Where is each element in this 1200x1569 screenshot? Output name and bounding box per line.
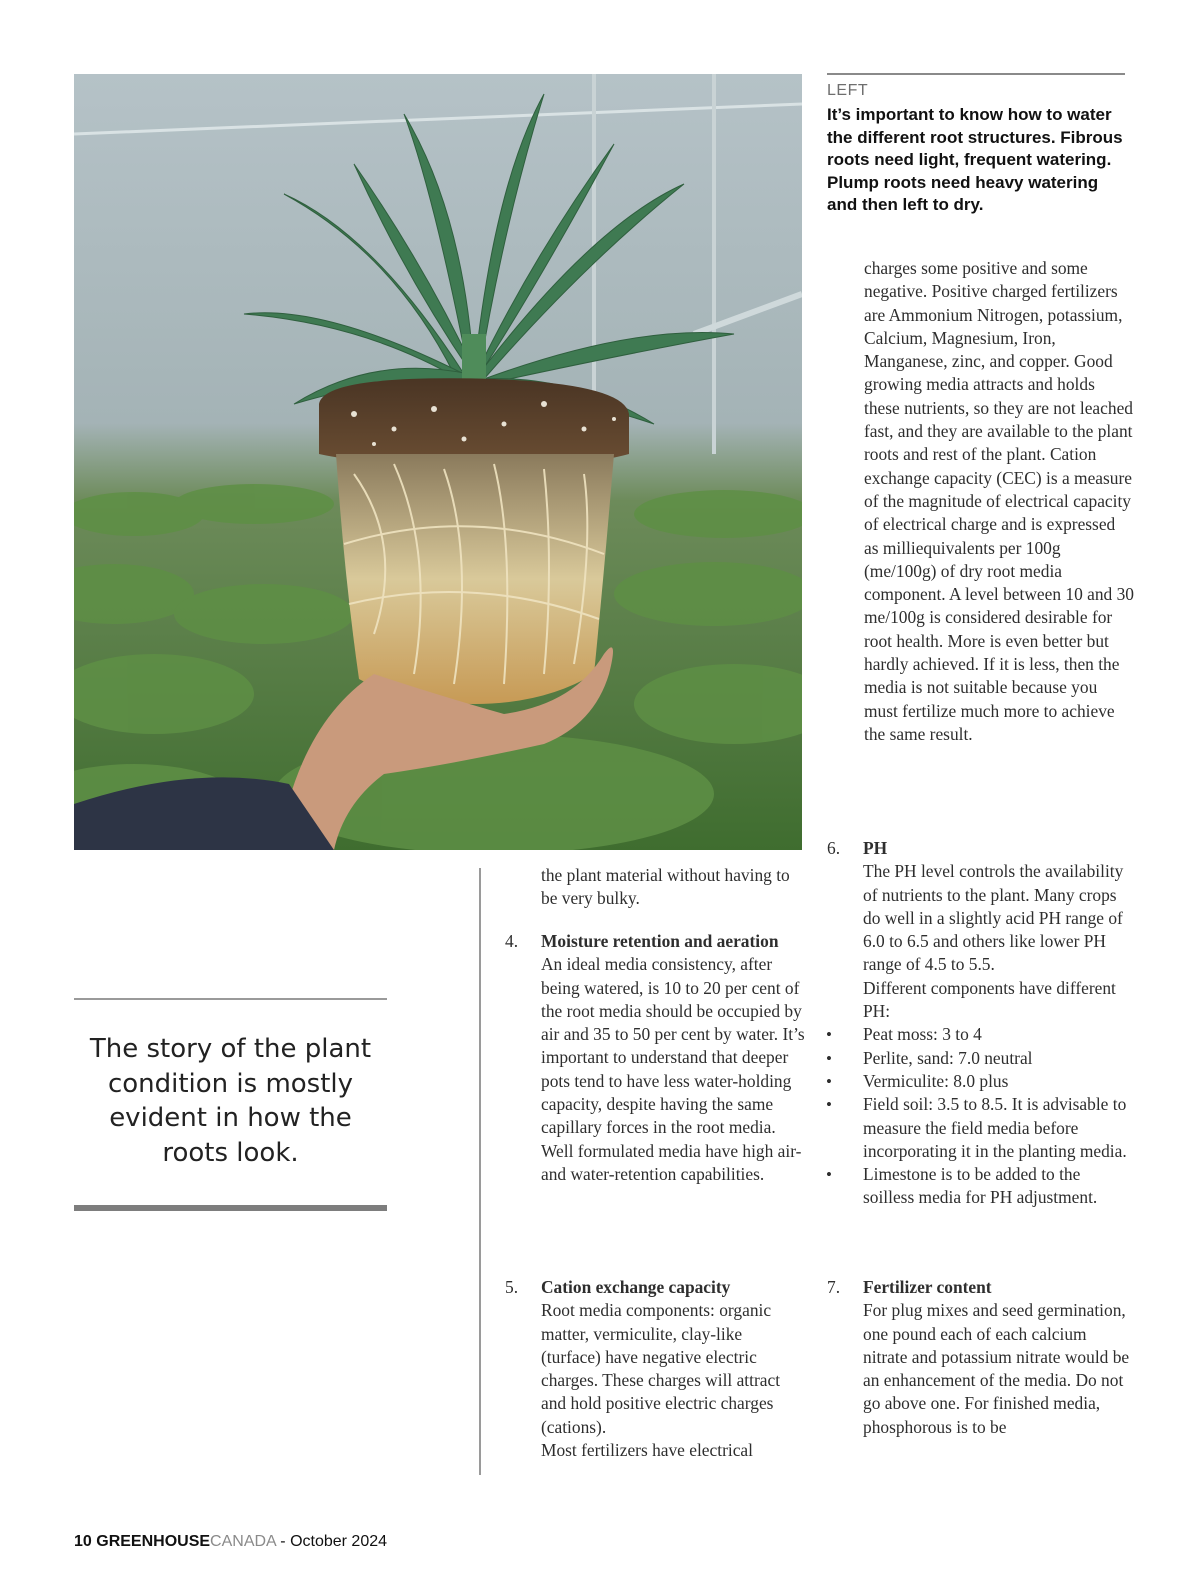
list-body: For plug mixes and seed germination, one pound each of each calcium nitrate and potassium nitrate would be an enhancement of the media. Do not go above one. For finished media, phosphorous is to be [863, 1300, 1130, 1437]
pull-quote: The story of the plant condition is mostly evident in how the roots look. [89, 1034, 372, 1168]
bullet-item: • Perlite, sand: 7.0 neutral [863, 1047, 1132, 1070]
list-number: 5. [505, 1277, 519, 1297]
caption-text: It’s important to know how to water the different root structures. Fibrous roots need light, frequent watering. Plump roots need heavy watering and then left to dry. [827, 105, 1123, 214]
page-footer [74, 1533, 387, 1551]
list-number: 4. [505, 931, 519, 951]
list-heading: Cation exchange capacity [541, 1277, 731, 1297]
list-item-4 [505, 930, 805, 1186]
bullet-icon: • [826, 1071, 832, 1091]
caption-rule [827, 73, 1125, 75]
bullet-icon: • [826, 1025, 832, 1045]
bullet-icon: • [826, 1095, 832, 1115]
list-body: The PH level controls the availability of nutrients to the plant. Many crops do well in a slightly acid PH range of 6.0 to 6.5 and others like lower PH range of 4.5 to 5.5. [863, 861, 1124, 975]
bullet-item: • Vermiculite: 8.0 plus [863, 1070, 1132, 1093]
list-number: 7. [827, 1277, 841, 1297]
issue-date: - October 2024 [280, 1533, 388, 1550]
bullet-item: • Limestone is to be added to the soilless media for PH adjustment. [826, 1164, 1098, 1208]
body-text-continued: charges some positive and some negative. Positive charged fertilizers are Ammonium Nitrogen, potassium, Calcium, Magnesium, Iron, Manganese, zinc, and copper. Good growing media attracts and holds these nutrients, so they are not leached fast, and they are available to the plant roots and rest of the plant. Cation exchange capacity (CEC) is a measure of the magnitude of electrical capacity of electrical charge and is expressed as milliequivalents per 100g (me/100g) of dry root media component. A level between 10 and 30 me/100g is considered desirable for root health. More is even better but hardly achieved. If it is less, then the media is not suitable because you must fertilize much more to achieve the same result. [864, 258, 1134, 744]
body-text-intro: the plant material without having to be very bulky. [541, 865, 790, 909]
list-body: An ideal media consistency, after being watered, is 10 to 20 per cent of the root media should be occupied by air and 35 to 50 per cent by water. It’s important to understand that deeper pots tend to have less water-holding capacity, despite having the same capillary forces in the root media. Well formulated media have high air- and water-retention capabilities. [541, 954, 805, 1184]
list-heading: Fertilizer content [863, 1277, 992, 1297]
publication-name: GREENHOUSE [96, 1533, 211, 1550]
bullet-item: • Peat moss: 3 to 4 [863, 1023, 1132, 1046]
list-heading: PH [863, 838, 888, 858]
pull-quote-top-rule [74, 998, 387, 1000]
list-item-5 [505, 1276, 805, 1462]
list-body: Different components have different PH: [863, 977, 1116, 1022]
list-item-6 [827, 837, 1132, 1210]
caption-label: LEFT [827, 82, 869, 99]
page-number: 10 [74, 1533, 92, 1550]
list-body: Most fertilizers have electrical [541, 1440, 753, 1461]
ph-bullet-list [826, 1023, 1132, 1209]
list-item-7 [827, 1276, 1132, 1439]
bullet-item: • Field soil: 3.5 to 8.5. It is advisable to measure the field media before incorporating it in the planting media. [826, 1094, 1127, 1161]
list-number: 6. [827, 838, 841, 858]
bullet-icon: • [826, 1048, 832, 1068]
pull-quote-bottom-rule [74, 1205, 387, 1211]
list-heading: Moisture retention and aeration [541, 931, 779, 951]
plant-root-photo [74, 74, 802, 850]
bullet-icon: • [826, 1165, 832, 1185]
publication-country: CANADA [210, 1533, 276, 1550]
column-divider [479, 868, 481, 1475]
list-body: Root media components: organic matter, vermiculite, clay-like (turface) have negative electric charges. These charges will attract and hold positive electric charges (cations). [541, 1300, 781, 1437]
